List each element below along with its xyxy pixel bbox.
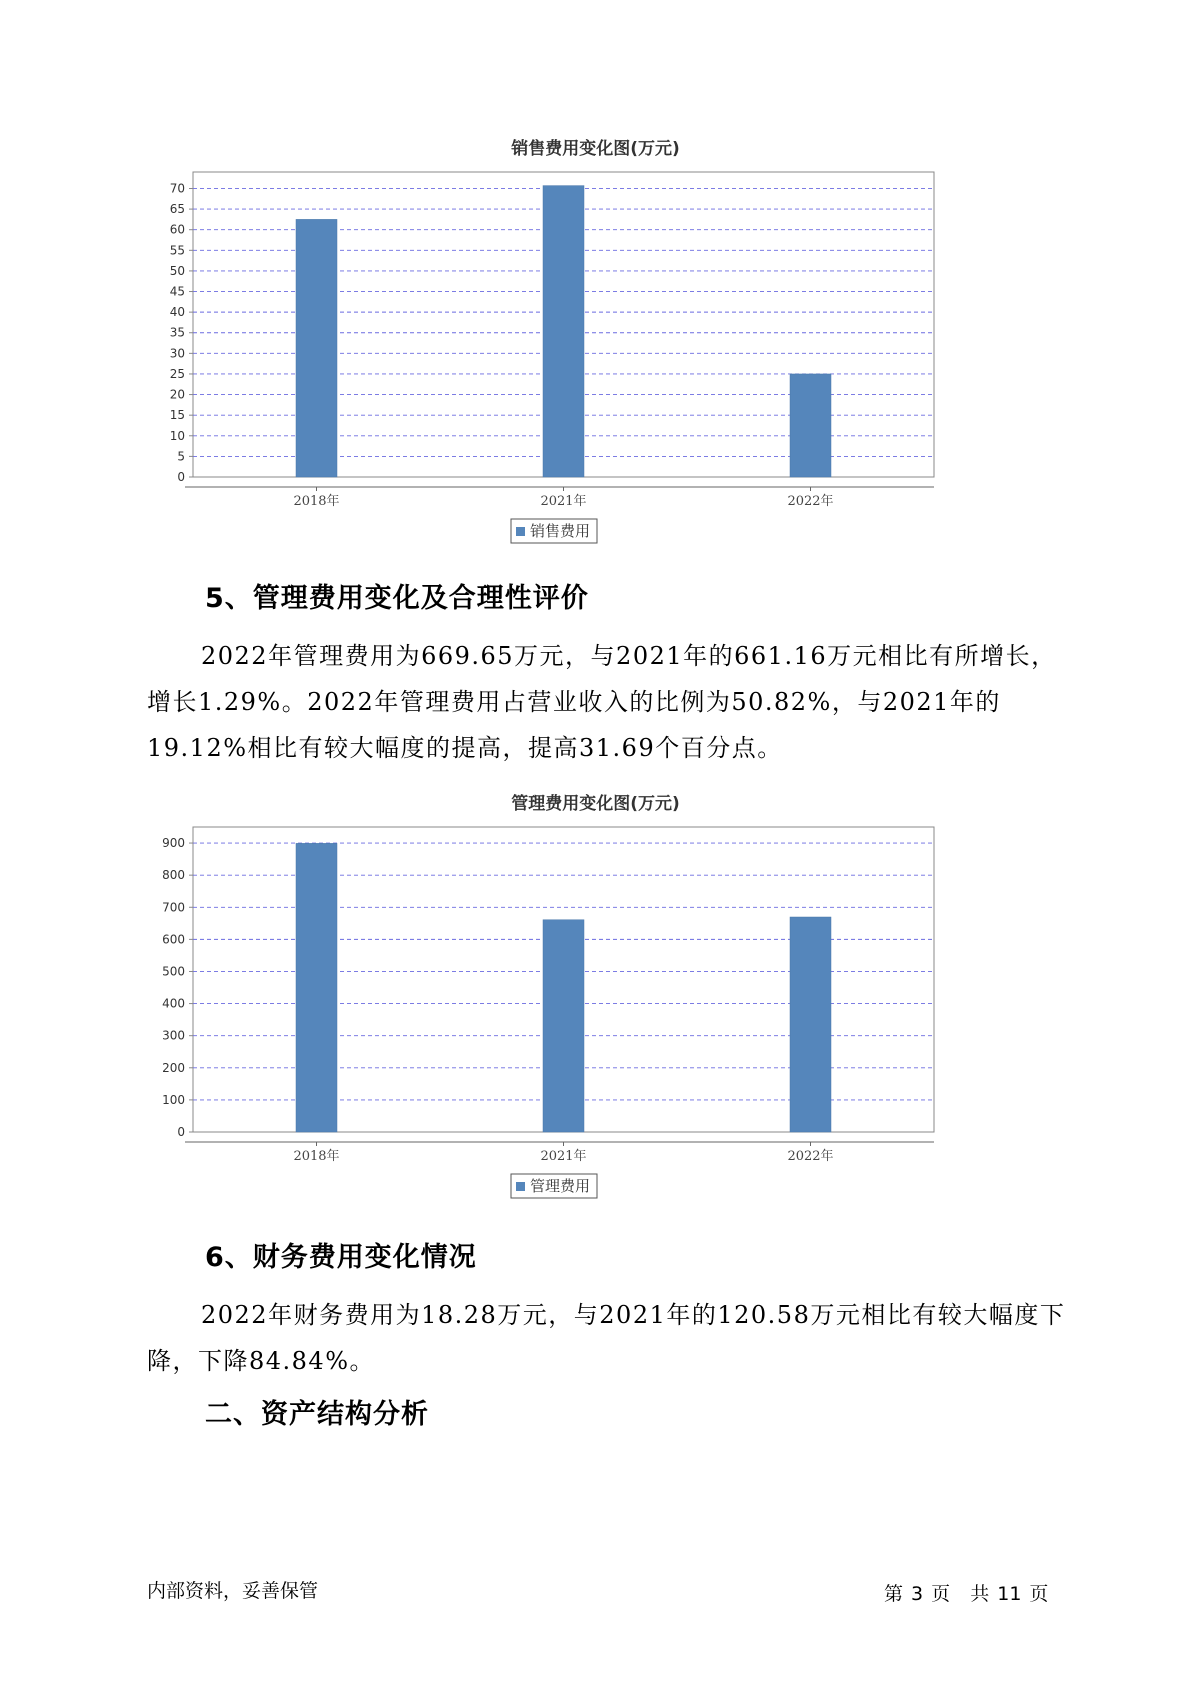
legend-label: 销售费用 [530,522,591,540]
footer-total-pages: 11 [997,1583,1022,1605]
legend-label: 管理费用 [530,1177,591,1195]
section-5-paragraph: 2022年管理费用为669.65万元，与2021年的661.16万元相比有所增长，增长1.29%。2022年管理费用占营业收入的比例为50.82%，与2021年的19.12%相比有较大幅度的提高，提高31.69个百分点。 [147,642,1057,762]
y-tick-label: 30 [169,346,185,361]
y-tick-label: 200 [162,1060,185,1075]
x-tick-label: 2022年 [787,1149,834,1164]
y-tick-label: 900 [162,836,185,851]
section-6-paragraph: 2022年财务费用为18.28万元，与2021年的120.58万元相比有较大幅度下降，下降84.84%。 [147,1301,1066,1375]
y-tick-label: 800 [162,868,185,883]
x-tick-label: 2018年 [293,494,340,509]
y-tick-label: 55 [169,243,185,258]
y-tick-label: 700 [162,900,185,915]
y-tick-label: 0 [177,470,185,484]
y-tick-label: 65 [169,202,185,217]
footer-page-number: 3 [911,1583,924,1605]
section-5-heading: 5、管理费用变化及合理性评价 [205,583,589,614]
y-tick-label: 600 [162,932,185,947]
bar [296,219,337,477]
footer-total-prefix: 共 [970,1583,990,1605]
footer-page-info [880,1579,1052,1606]
y-tick-label: 10 [169,428,185,443]
y-tick-label: 500 [162,964,185,979]
bar [543,186,584,477]
y-tick-label: 300 [162,1028,185,1043]
sales-expense-chart [0,160,1191,555]
y-tick-label: 100 [162,1092,185,1107]
bar [543,920,584,1132]
legend-swatch [516,527,525,536]
x-tick-label: 2018年 [293,1149,340,1164]
y-tick-label: 35 [169,325,185,340]
y-tick-label: 45 [169,284,185,299]
legend [511,519,597,543]
footer-confidential-note: 内部资料，妥善保管 [147,1580,319,1602]
legend [511,1174,597,1198]
section-two-heading: 二、资产结构分析 [205,1399,429,1430]
footer-total-unit: 页 [1029,1583,1049,1605]
footer-page-unit: 页 [931,1583,951,1605]
bar [790,917,831,1132]
y-tick-label: 400 [162,996,185,1011]
bar [296,843,337,1132]
admin-expense-chart-title: 管理费用变化图(万元) [511,794,680,814]
x-tick-label: 2021年 [540,494,587,509]
legend-swatch [516,1182,525,1191]
y-tick-label: 15 [169,408,185,423]
y-tick-label: 60 [169,222,185,237]
y-tick-label: 70 [169,181,185,196]
bar [790,374,831,477]
sales-expense-chart-title: 销售费用变化图(万元) [511,139,680,159]
footer-page-prefix: 第 [884,1583,904,1605]
y-tick-label: 40 [169,305,185,320]
y-tick-label: 20 [169,387,185,402]
admin-expense-chart [0,815,1191,1210]
y-tick-label: 50 [169,263,185,278]
x-tick-label: 2021年 [540,1149,587,1164]
y-tick-label: 25 [169,366,185,381]
y-tick-label: 5 [177,449,185,464]
y-tick-label: 0 [177,1125,185,1139]
section-6-heading: 6、财务费用变化情况 [205,1242,477,1273]
x-tick-label: 2022年 [787,494,834,509]
